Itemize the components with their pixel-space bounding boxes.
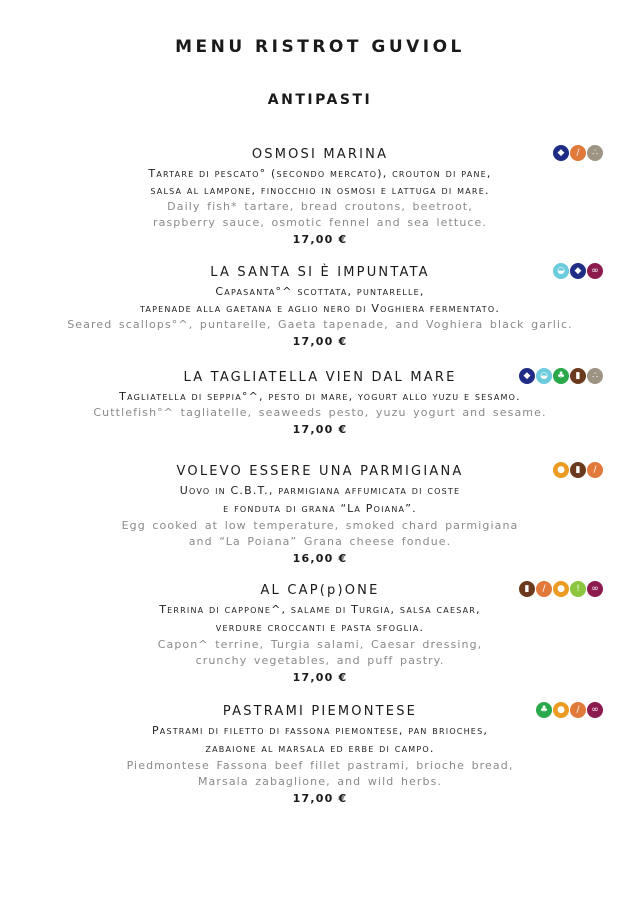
dish-description-en: raspberry sauce, osmotic fennel and sea lettuce. <box>152 216 488 229</box>
celery-allergen-icon: ♣ <box>553 368 569 384</box>
menu-item <box>0 581 640 687</box>
sulphites-allergen-icon: ∞ <box>587 581 603 597</box>
dish-price: 17,00 € <box>292 792 348 805</box>
milk-allergen-icon: ▮ <box>519 581 535 597</box>
dish-description-en: and “La Poiana” Grana cheese fondue. <box>188 535 452 548</box>
dish-description-it: Tartare di pescato° (secondo mercato), crouton di pane, <box>148 167 492 180</box>
dish-description-en: Capon^ terrine, Turgia salami, Caesar dressing, <box>157 638 483 651</box>
sesame-allergen-icon: ∴ <box>587 145 603 161</box>
allergen-icons <box>536 702 603 718</box>
menu-item <box>0 145 640 249</box>
allergen-icons <box>553 145 603 161</box>
sulphites-allergen-icon: ∞ <box>587 263 603 279</box>
dish-description-it: Terrina di cappone^, salame di Turgia, salsa caesar, <box>159 603 481 616</box>
dish-name: LA SANTA SI È IMPUNTATA <box>210 265 430 280</box>
dish-description-en: Cuttlefish°^ tagliatelle, seaweeds pesto, yuzu yogurt and sesame. <box>93 406 547 419</box>
molluscs-allergen-icon: ◒ <box>536 368 552 384</box>
sesame-allergen-icon: ∴ <box>587 368 603 384</box>
gluten-allergen-icon: / <box>536 581 552 597</box>
allergen-icons <box>519 581 603 597</box>
dish-price: 17,00 € <box>292 335 348 348</box>
dish-price: 17,00 € <box>292 423 348 436</box>
dish-description-it: salsa al lampone, finocchio in osmosi e lattuga di mare. <box>150 184 490 197</box>
dish-description-it: Uovo in C.B.T., parmigiana affumicata di coste <box>179 484 461 497</box>
section-heading: ANTIPASTI <box>267 92 373 108</box>
dish-description-it: zabaione al marsala ed erbe di campo. <box>205 742 435 755</box>
dish-description-it: verdure croccanti e pasta sfoglia. <box>215 621 425 634</box>
dish-name: OSMOSI MARINA <box>251 147 389 162</box>
dish-price: 16,00 € <box>292 552 348 565</box>
allergen-icons <box>553 263 603 279</box>
dish-price: 17,00 € <box>292 671 348 684</box>
dish-description-en: Seared scallops°^, puntarelle, Gaeta tapenade, and Voghiera black garlic. <box>67 318 573 331</box>
dish-name: PASTRAMI PIEMONTESE <box>222 704 418 719</box>
mustard-allergen-icon: ! <box>570 581 586 597</box>
dish-name: LA TAGLIATELLA VIEN DAL MARE <box>183 370 457 385</box>
dish-price: 17,00 € <box>292 233 348 246</box>
menu-item <box>0 462 640 568</box>
gluten-allergen-icon: / <box>570 702 586 718</box>
dish-description-en: Egg cooked at low temperature, smoked chard parmigiana <box>121 519 519 532</box>
menu-item <box>0 263 640 351</box>
eggs-allergen-icon: ● <box>553 462 569 478</box>
milk-allergen-icon: ▮ <box>570 368 586 384</box>
celery-allergen-icon: ♣ <box>536 702 552 718</box>
dish-description-en: Daily fish* tartare, bread croutons, beetroot, <box>167 200 473 213</box>
menu-item <box>0 702 640 808</box>
gluten-allergen-icon: / <box>587 462 603 478</box>
dish-description-en: Marsala zabaglione, and wild herbs. <box>197 775 443 788</box>
molluscs-allergen-icon: ◒ <box>553 263 569 279</box>
dish-description-it: Tagliatella di seppia°^, pesto di mare, yogurt allo yuzu e sesamo. <box>119 390 521 403</box>
menu-item <box>0 368 640 439</box>
dish-description-it: Pastrami di filetto di fassona piemontese, pan brioches, <box>151 724 489 737</box>
eggs-allergen-icon: ● <box>553 581 569 597</box>
milk-allergen-icon: ▮ <box>570 462 586 478</box>
dish-description-it: e fonduta di grana “La Poiana”. <box>223 502 417 515</box>
sulphites-allergen-icon: ∞ <box>587 702 603 718</box>
dish-description-en: Piedmontese Fassona beef fillet pastrami, brioche bread, <box>126 759 514 772</box>
allergen-icons <box>553 462 603 478</box>
fish-allergen-icon: ◆ <box>553 145 569 161</box>
dish-description-it: Capasanta°^ scottata, puntarelle, <box>215 285 425 298</box>
dish-name: AL CAP(p)ONE <box>260 583 380 598</box>
eggs-allergen-icon: ● <box>553 702 569 718</box>
gluten-allergen-icon: / <box>570 145 586 161</box>
fish-allergen-icon: ◆ <box>570 263 586 279</box>
allergen-icons <box>519 368 603 384</box>
fish-allergen-icon: ◆ <box>519 368 535 384</box>
dish-description-it: tapenade alla gaetana e aglio nero di Voghiera fermentato. <box>139 302 501 315</box>
menu-title: MENU RISTROT GUVIOL <box>175 37 465 57</box>
dish-name: VOLEVO ESSERE UNA PARMIGIANA <box>176 464 464 479</box>
dish-description-en: crunchy vegetables, and puff pastry. <box>195 654 445 667</box>
